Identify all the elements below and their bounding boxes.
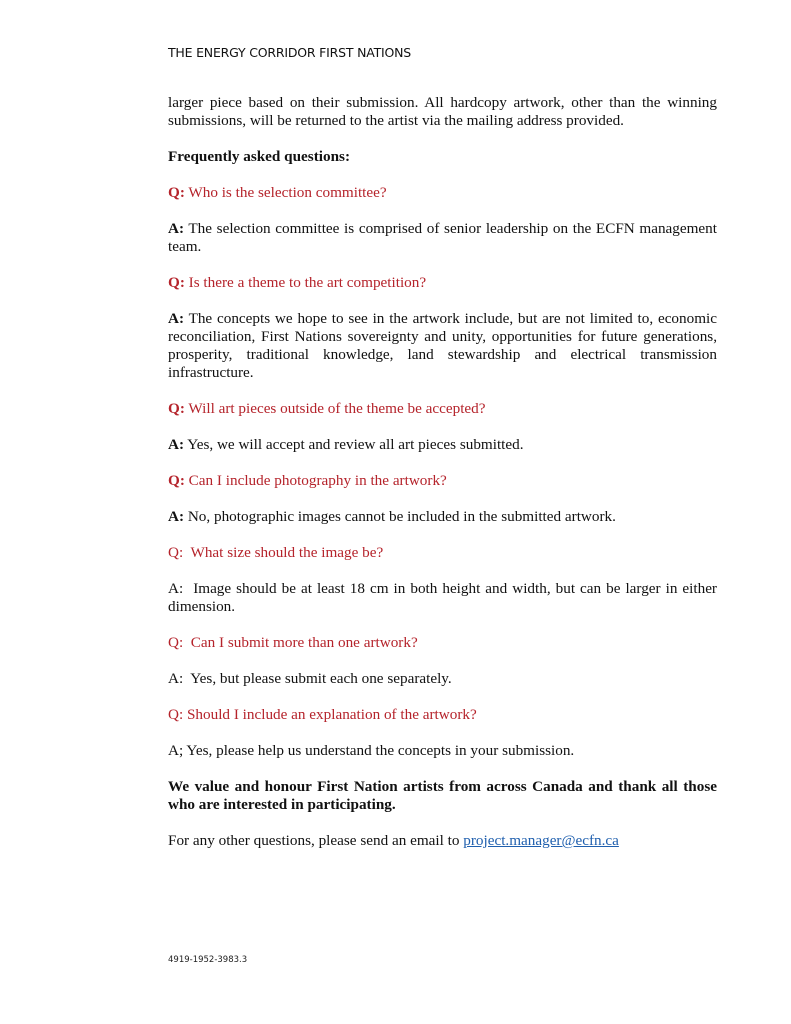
question-text: Will art pieces outside of the theme be accepted? [184, 400, 486, 417]
contact-email-link[interactable]: project.manager@ecfn.ca [463, 832, 619, 849]
faq-question [168, 706, 717, 724]
answer-text: Yes, but please submit each one separately. [183, 670, 452, 687]
intro-paragraph: larger piece based on their submission. All hardcopy artwork, other than the winning submissions, will be returned to the artist via the mailing address provided. [168, 94, 717, 129]
faq-answer [168, 220, 717, 256]
question-text: Can I submit more than one artwork? [183, 634, 418, 651]
answer-label: A: [168, 220, 185, 237]
question-label: Q: [168, 400, 185, 417]
faq-question [168, 634, 717, 652]
question-label: Q: [168, 544, 184, 561]
answer-text: Image should be at least 18 cm in both height and width, but can be larger in either dimension. [168, 580, 721, 615]
faq-answer [168, 508, 717, 526]
question-text: Who is the selection committee? [184, 184, 387, 201]
document-body [168, 94, 721, 850]
question-label: Q: [168, 472, 185, 489]
answer-label: A: [168, 580, 184, 597]
answer-text: The selection committee is comprised of senior leadership on the ECFN management team. [168, 220, 717, 255]
question-text: What size should the image be? [183, 544, 384, 561]
faq-answer [168, 580, 721, 616]
faq-heading: Frequently asked questions: [168, 148, 350, 165]
answer-text: No, photographic images cannot be included in the submitted artwork. [184, 508, 616, 525]
faq-question [168, 274, 717, 292]
faq-answer [168, 436, 717, 454]
question-label: Q: [168, 274, 185, 291]
answer-label: A: [168, 670, 184, 687]
contact-text: For any other questions, please send an email to [168, 832, 464, 849]
answer-label: A; [168, 742, 184, 759]
question-text: Can I include photography in the artwork? [184, 472, 447, 489]
faq-answer [168, 310, 717, 382]
closing-statement: We value and honour First Nation artists from across Canada and thank all those who are interested in participating. [168, 778, 717, 813]
contact-line [168, 832, 717, 850]
question-text: Is there a theme to the art competition? [184, 274, 427, 291]
answer-label: A: [168, 508, 185, 525]
faq-question [168, 472, 717, 490]
question-text: Should I include an explanation of the artwork? [183, 706, 477, 723]
question-label: Q: [168, 634, 184, 651]
answer-text: Yes, we will accept and review all art pieces submitted. [184, 436, 524, 453]
faq-question [168, 544, 717, 562]
faq-question [168, 400, 717, 418]
answer-label: A: [168, 310, 185, 327]
answer-label: A: [168, 436, 185, 453]
document-id: 4919-1952-3983.3 [168, 955, 248, 965]
faq-answer [168, 742, 717, 760]
document-header: THE ENERGY CORRIDOR FIRST NATIONS [168, 45, 412, 60]
question-label: Q: [168, 706, 184, 723]
answer-text: The concepts we hope to see in the artwork include, but are not limited to, economic reconciliation, First Nations sovereignty and unity, opportunities for future generations, prosperity, traditional knowledge, land stewardship and electrical transmission infrastructure. [168, 310, 717, 381]
faq-question [168, 184, 717, 202]
question-label: Q: [168, 184, 185, 201]
faq-answer [168, 670, 717, 688]
answer-text: Yes, please help us understand the concepts in your submission. [183, 742, 575, 759]
